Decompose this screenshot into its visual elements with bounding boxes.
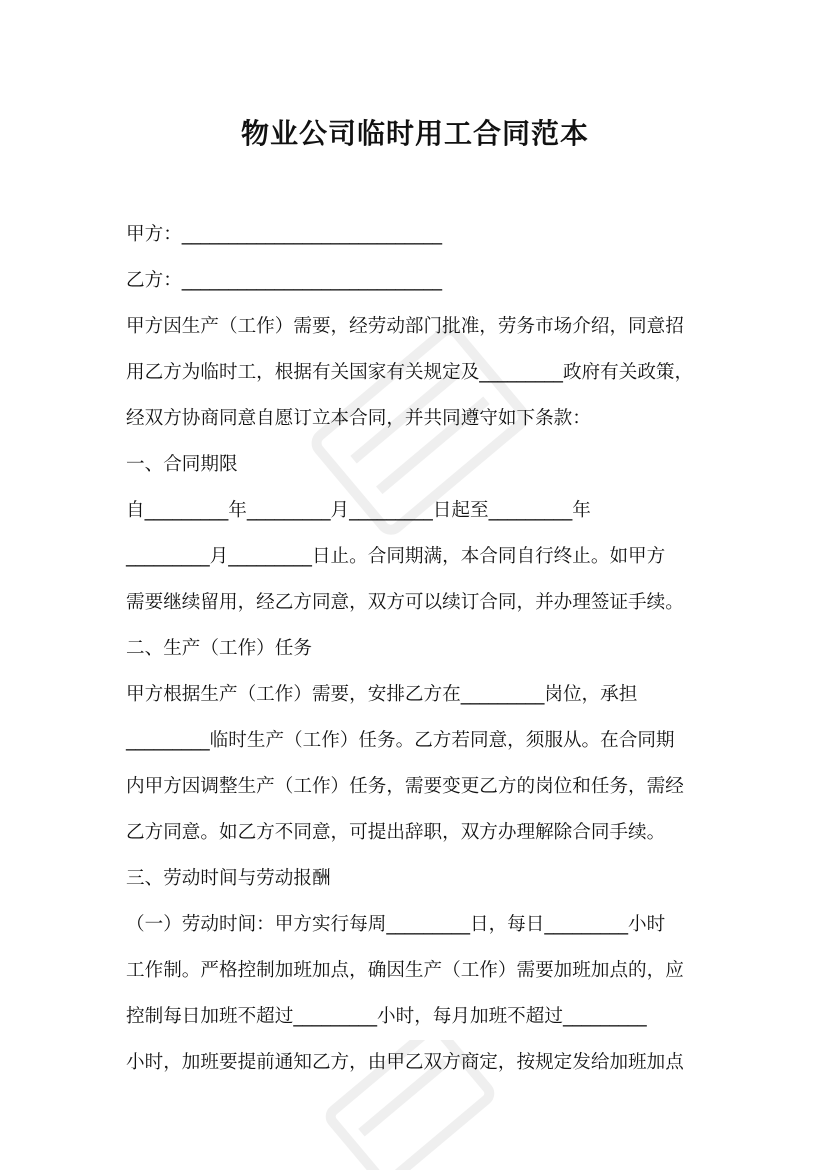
paragraph-line: 需要继续留用，经乙方同意，双方可以续订合同，并办理签证手续。	[126, 592, 684, 613]
paragraph-line: 自_________年_________月_________日起至_________年	[126, 500, 591, 521]
paragraph-line: _________临时生产（工作）任务。乙方若同意，须服从。在合同期	[126, 730, 675, 751]
paragraph-line: （一）劳动时间：甲方实行每周_________日，每日_________小时	[126, 914, 666, 935]
document-title: 物业公司临时用工合同范本	[240, 117, 589, 150]
section-heading: 一、合同期限	[126, 454, 238, 475]
paragraph-line: 甲方因生产（工作）需要，经劳动部门批准，劳务市场介绍，同意招	[126, 316, 684, 337]
paragraph-line: 用乙方为临时工，根据有关国家有关规定及_________政府有关政策，	[126, 362, 694, 383]
paragraph-line: 内甲方因调整生产（工作）任务，需要变更乙方的岗位和任务，需经	[126, 776, 684, 797]
party-b-line: 乙方：____________________________	[126, 270, 443, 291]
paragraph-line: 工作制。严格控制加班加点，确因生产（工作）需要加班加点的，应	[126, 960, 684, 981]
paragraph-line: 小时，加班要提前通知乙方，由甲乙双方商定，按规定发给加班加点	[126, 1052, 684, 1073]
section-heading: 二、生产（工作）任务	[126, 638, 312, 659]
paragraph-line: 甲方根据生产（工作）需要，安排乙方在_________岗位，承担	[126, 684, 638, 705]
paragraph-line: _________月_________日止。合同期满，本合同自行终止。如甲方	[126, 546, 666, 567]
paragraph-line: 控制每日加班不超过_________小时，每月加班不超过_________	[126, 1006, 647, 1027]
document-body	[126, 212, 714, 1086]
paragraph-line: 经双方协商同意自愿订立本合同，并共同遵守如下条款：	[126, 408, 591, 429]
party-a-line: 甲方：____________________________	[126, 224, 443, 245]
section-heading: 三、劳动时间与劳动报酬	[126, 868, 331, 889]
paragraph-line: 乙方同意。如乙方不同意，可提出辞职，双方办理解除合同手续。	[126, 822, 666, 843]
